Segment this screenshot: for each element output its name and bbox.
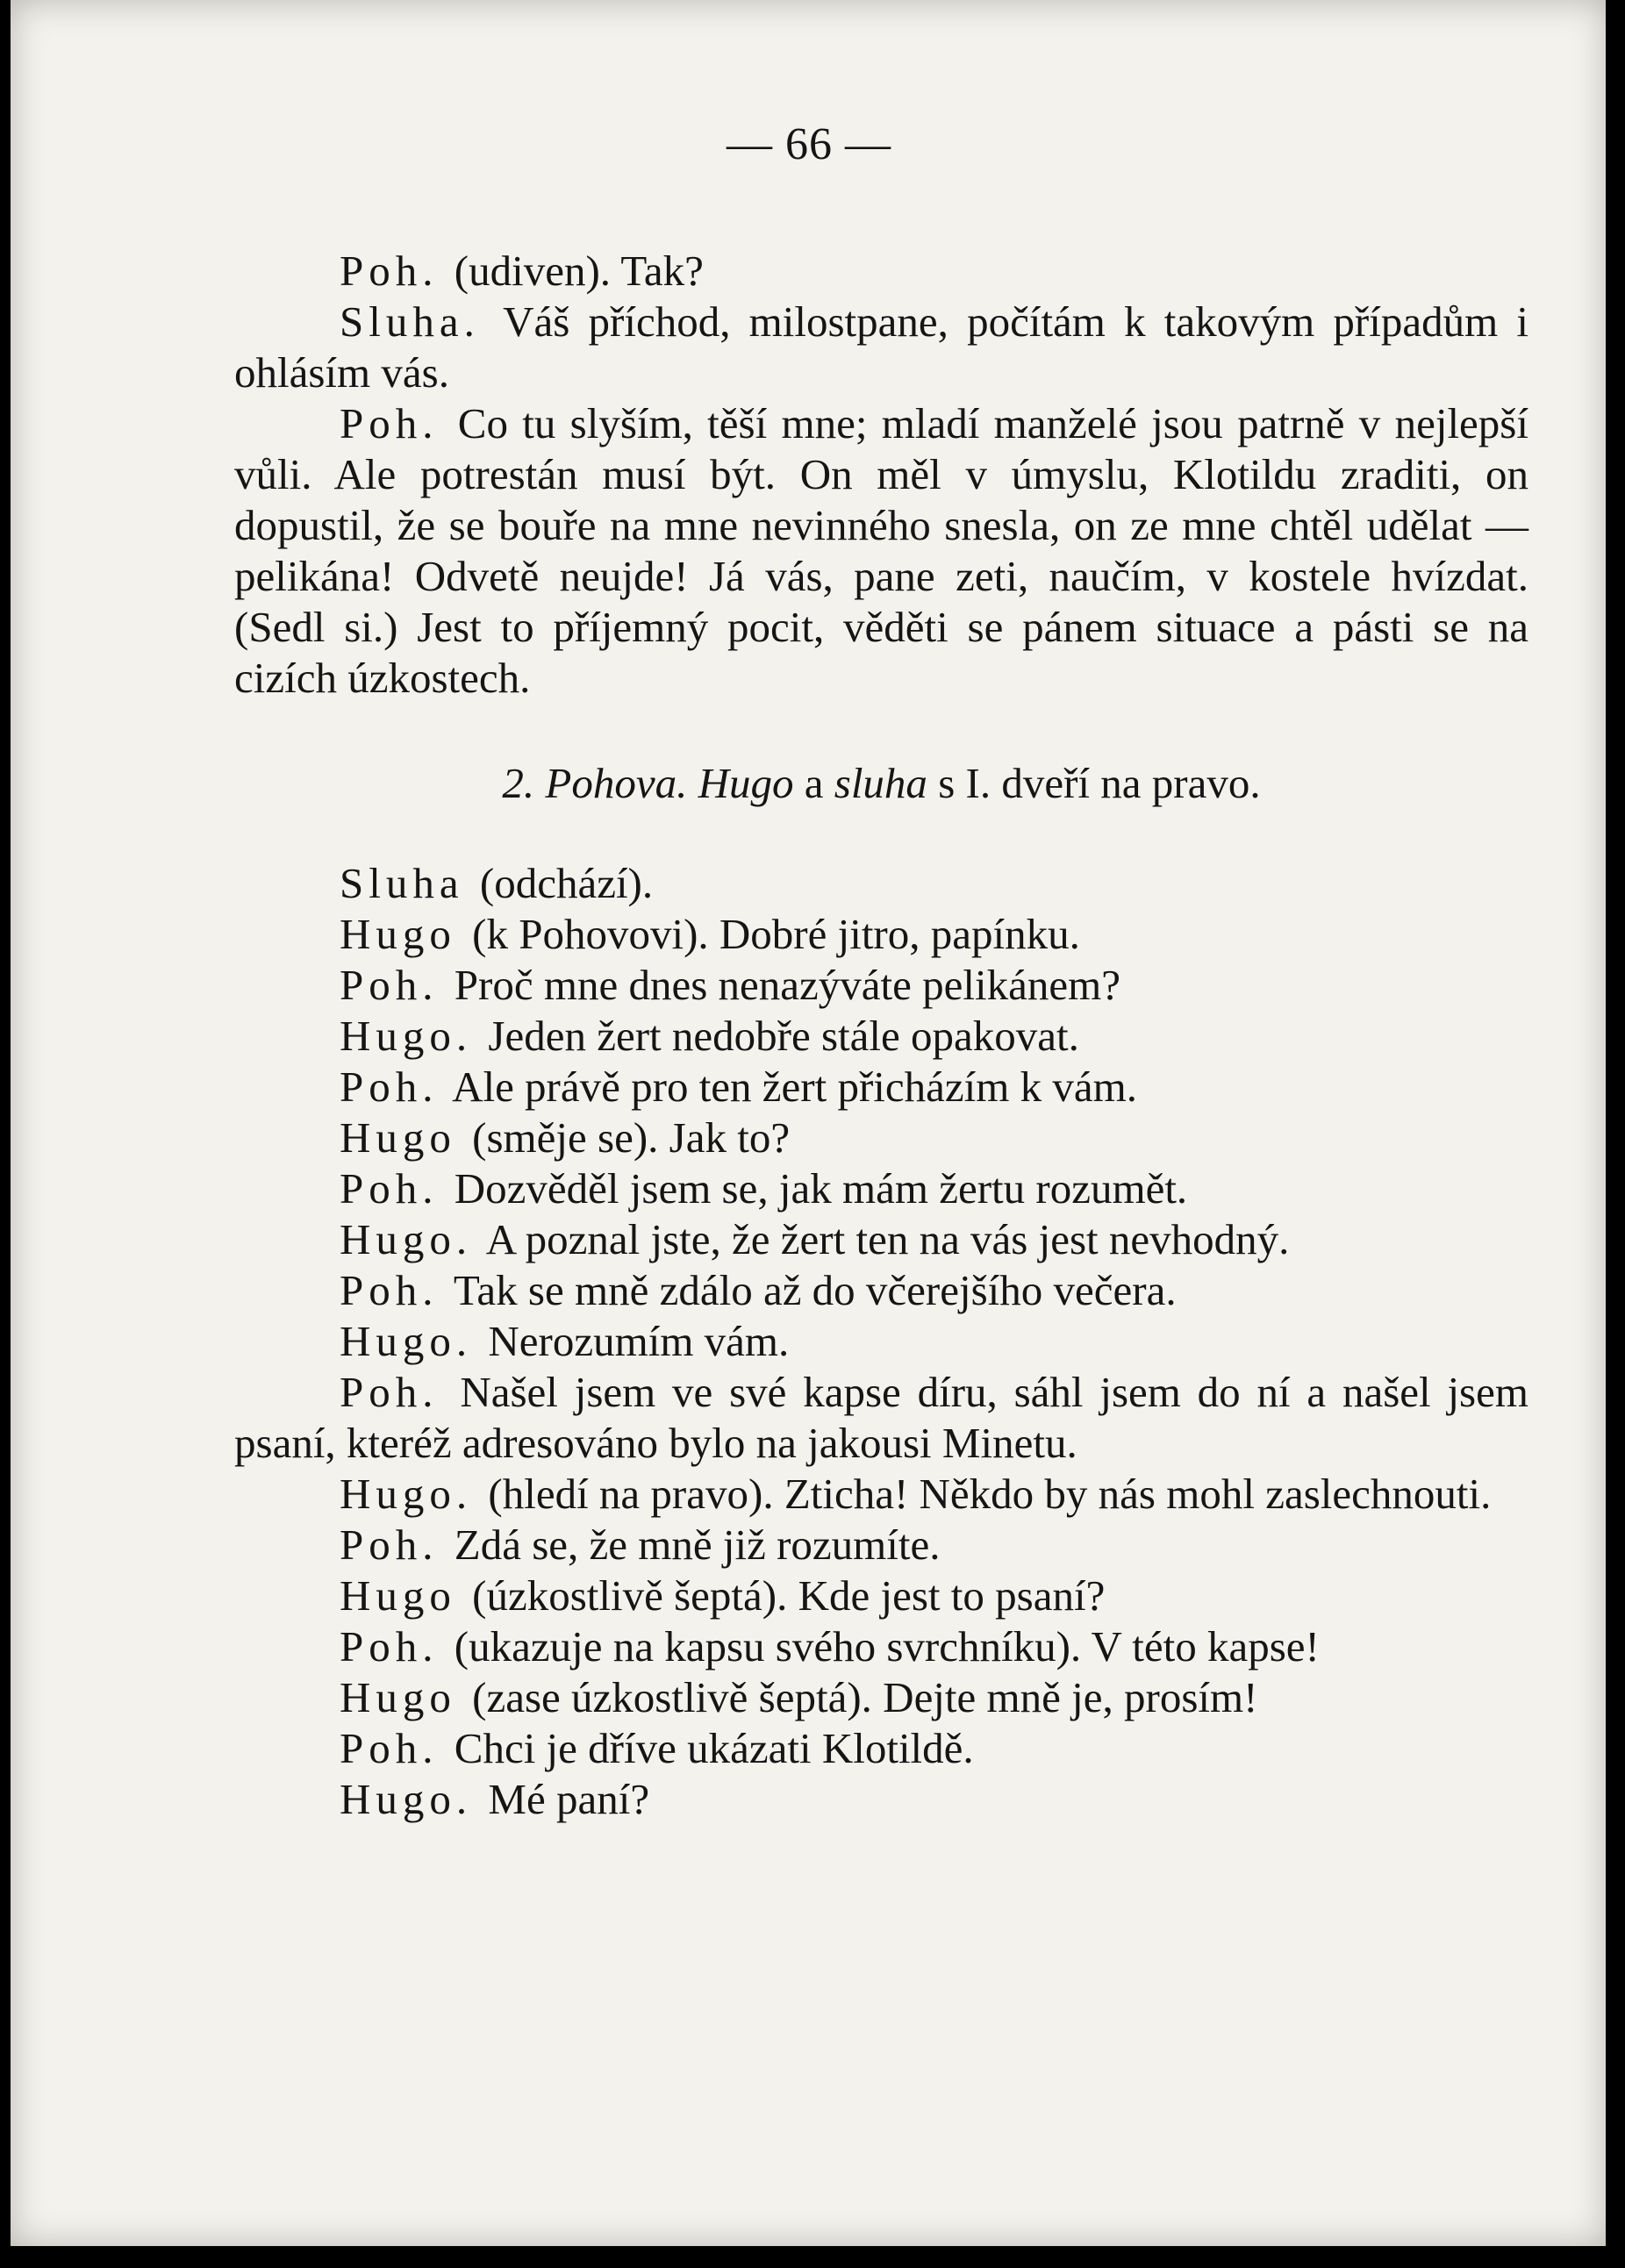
play-text (234, 246, 1528, 1825)
dialogue-line (234, 1011, 1528, 1062)
line-text: Našel jsem ve své kapse díru, sáhl jsem do ní a našel jsem psaní, kteréž adresováno bylo na jakousi Minetu. (234, 1368, 1528, 1467)
scan-border (1606, 0, 1625, 2268)
speaker-name: Hugo. (340, 1215, 473, 1263)
line-text: Nerozumím vám. (488, 1317, 790, 1365)
line-text: Jeden žert nedobře stále opakovat. (488, 1012, 1079, 1060)
line-text: (směje se). Jak to? (472, 1113, 791, 1162)
dialogue-line (234, 1774, 1528, 1825)
dialogue-line (234, 1520, 1528, 1570)
speaker-name: Poh. (340, 1724, 439, 1772)
speaker-name: Sluha. (340, 297, 480, 346)
line-text: (zase úzkostlivě šeptá). Dejte mně je, prosím! (472, 1673, 1258, 1721)
speaker-name: Hugo (340, 1113, 456, 1162)
speaker-name: Sluha (340, 859, 464, 907)
line-text: (odchází). (479, 859, 654, 907)
speaker-name: Poh. (340, 1368, 439, 1416)
speaker-name: Hugo. (340, 1012, 473, 1060)
speaker-name: Hugo. (340, 1470, 473, 1518)
dialogue-line (234, 297, 1528, 398)
line-text: Chci je dříve ukázati Klotildě. (454, 1724, 974, 1772)
speaker-name: Poh. (340, 1266, 439, 1314)
line-text: Ale právě pro ten žert přicházím k vám. (452, 1062, 1137, 1111)
speaker-name: Hugo (340, 1673, 456, 1721)
line-text: (hledí na pravo). Zticha! Někdo by nás mohl zaslechnouti. (488, 1470, 1492, 1518)
line-text: Proč mne dnes nenazýváte pelikánem? (454, 961, 1120, 1009)
dialogue-line (234, 1621, 1528, 1672)
line-text: Co tu slyším, těší mne; mladí manželé jsou patrně v nejlepší vůli. Ale potrestán musí být. On měl v úmyslu, Klotildu zraditi, on dopustil, že se bouře na mne nevinného snesla, on ze mne chtěl udělat — pelikána! Odvetě neujde! Já vás, pane zeti, naučím, v kostele hvízdat. (Sedl si.) Jest to příjemný pocit, věděti se pánem situace a pásti se na cizích úzkostech. (234, 399, 1528, 702)
dialogue-line (234, 1723, 1528, 1774)
line-text: (k Pohovovi). Dobré jitro, papínku. (472, 910, 1080, 958)
speaker-name: Hugo. (340, 1775, 473, 1823)
line-text: Tak se mně zdálo až do včerejšího večera. (453, 1266, 1177, 1314)
dialogue-line (234, 1316, 1528, 1367)
line-text: Mé paní? (488, 1775, 650, 1823)
speaker-name: Poh. (340, 961, 439, 1009)
scene-heading (234, 704, 1528, 858)
dialogue-line (234, 1367, 1528, 1469)
book-page (11, 0, 1607, 2246)
dialogue-line (234, 1062, 1528, 1113)
dialogue-line (234, 1672, 1528, 1723)
dialogue-line (234, 1214, 1528, 1265)
dialogue-line (234, 1469, 1528, 1520)
speaker-name: Poh. (340, 1164, 439, 1213)
page-number: — 66 — (727, 119, 891, 169)
dialogue-line (234, 398, 1528, 704)
line-text: Váš příchod, milostpane, počítám k takovým případům i ohlásím vás. (234, 297, 1528, 397)
line-text: (ukazuje na kapsu svého svrchníku). V této kapse! (454, 1622, 1320, 1671)
speaker-name: Poh. (340, 1622, 439, 1671)
scene-name: Pohova. (545, 759, 688, 807)
line-text: Dozvěděl jsem se, jak mám žertu rozumět. (454, 1164, 1188, 1213)
dialogue-line (234, 246, 1528, 297)
scene-character-2: sluha (834, 759, 927, 807)
speaker-name: Poh. (340, 1520, 439, 1569)
scene-number: 2. (502, 759, 535, 807)
speaker-name: Hugo. (340, 1317, 473, 1365)
dialogue-line (234, 960, 1528, 1011)
dialogue-line (234, 1570, 1528, 1621)
scene-direction: s I. dveří na pravo. (938, 759, 1261, 807)
dialogue-line (234, 909, 1528, 960)
speaker-name: Poh. (340, 399, 439, 447)
scene-character-1: Hugo (698, 759, 794, 807)
dialogue-line (234, 858, 1528, 909)
speaker-name: Hugo (340, 910, 456, 958)
dialogue-line (234, 1265, 1528, 1316)
line-text: A poznal jste, že žert ten na vás jest nevhodný. (485, 1215, 1290, 1263)
speaker-name: Hugo (340, 1571, 456, 1620)
line-text: (udiven). Tak? (454, 247, 704, 295)
dialogue-line (234, 1163, 1528, 1214)
line-text: (úzkostlivě šeptá). Kde jest to psaní? (472, 1571, 1106, 1620)
dialogue-line (234, 1113, 1528, 1163)
speaker-name: Poh. (340, 1062, 439, 1111)
speaker-name: Poh. (340, 247, 439, 295)
line-text: Zdá se, že mně již rozumíte. (454, 1520, 941, 1569)
scene-conjunction: a (804, 759, 824, 807)
